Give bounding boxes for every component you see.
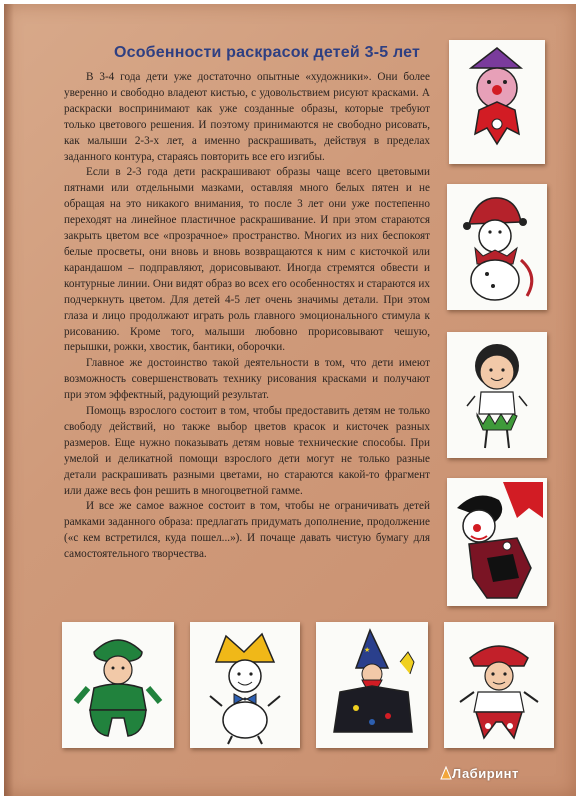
svg-text:★: ★ — [364, 646, 371, 654]
paragraph-3: Главное же достоинство такой деятельности в том, что дети имеют возможность совершенствовать технику рисования красками и получают при этом эффектный, радующий результат. — [64, 357, 430, 402]
paragraph-2: Если в 2-3 года дети раскрашивают образы чаще всего цветовыми пятнами или отдельными мазками, оставляя много белых пятен и не обращая на это никакого внимания, то после 3 лет они уже постепенно переходят на линейное пластичное раскрашивание. И при этом стараются закрыть цветом все «прозрачное» пространство. Многих из них беспокоят белые просветы, они вновь и вновь возвращаются к ним с кисточкой или карандашом – подправляют, дорисовывают. Иногда стремятся обвести и контурные линии. Они видят образ во всех его особенностях и стараются их подчеркнуть цветом. Для детей 4-5 лет очень значимы детали. При этом глаза и лицо продолжают играть роль главного эмоционального стимула к рисованию. Кроме того, малыши любовно прорисовывают чешую, перышки, рожки, хвостик, бантики, оборочки. — [64, 166, 430, 354]
clown-upside-down-icon — [449, 40, 545, 164]
jester-boy-icon — [190, 622, 300, 748]
paragraph-1: В 3-4 года дети уже достаточно опытные «художники». Они более уверенно и свободно владеют кистью, с удовольствием рисуют красками. А раскраски воспринимают как уже созданные образы, которые требуют только цветового решения. И поэтому принимаются не свободно рисовать, как малыши 2-3-х лет, а именно раскрашивать, действуя в пределах заданного контура, стараясь повторить все его изгибы. — [64, 71, 430, 163]
pirate-boy-icon — [444, 622, 554, 748]
curly-boy-card — [447, 332, 547, 458]
article-body — [64, 70, 430, 563]
page-spine-shadow — [4, 4, 14, 796]
labyrinth-logo-icon — [440, 766, 452, 780]
jester-snowman-icon — [447, 184, 547, 310]
jester-boy-card — [190, 622, 300, 748]
green-genie-icon — [62, 622, 174, 748]
wizard-card — [316, 622, 428, 748]
jester-snowman-card — [447, 184, 547, 310]
clown-red-icon — [447, 478, 547, 606]
page-title: Особенности раскрасок детей 3-5 лет — [113, 44, 421, 61]
curly-boy-icon — [447, 332, 547, 458]
green-genie-card — [62, 622, 174, 748]
watermark: Лабиринт — [452, 766, 519, 781]
paragraph-5: И все же самое важное состоит в том, чтобы не ограничивать детей рамками заданного образа: предлагать придумать дополнение, продолжение («с кем встретился, куда пошел...»). И почаще давать чистую бумагу для самостоятельного творчества. — [64, 500, 430, 561]
clown-red-card — [447, 478, 547, 606]
wizard-icon — [316, 622, 428, 748]
paragraph-4: Помощь взрослого состоит в том, чтобы предоставить детям не только свободу действий, но также выбор цветов красок и кисточек разных размеров. Еще нужно показывать детям новые технические способы. При умелой и деликатной помощи взрослого дети могут не только разные детали раскрашивать разными цветами, но стараются какой-то фрагмент или даже весь фон решить в многоцветной гамме. — [64, 405, 430, 497]
pirate-boy-card — [444, 622, 554, 748]
clown-upside-down-card — [449, 40, 545, 164]
